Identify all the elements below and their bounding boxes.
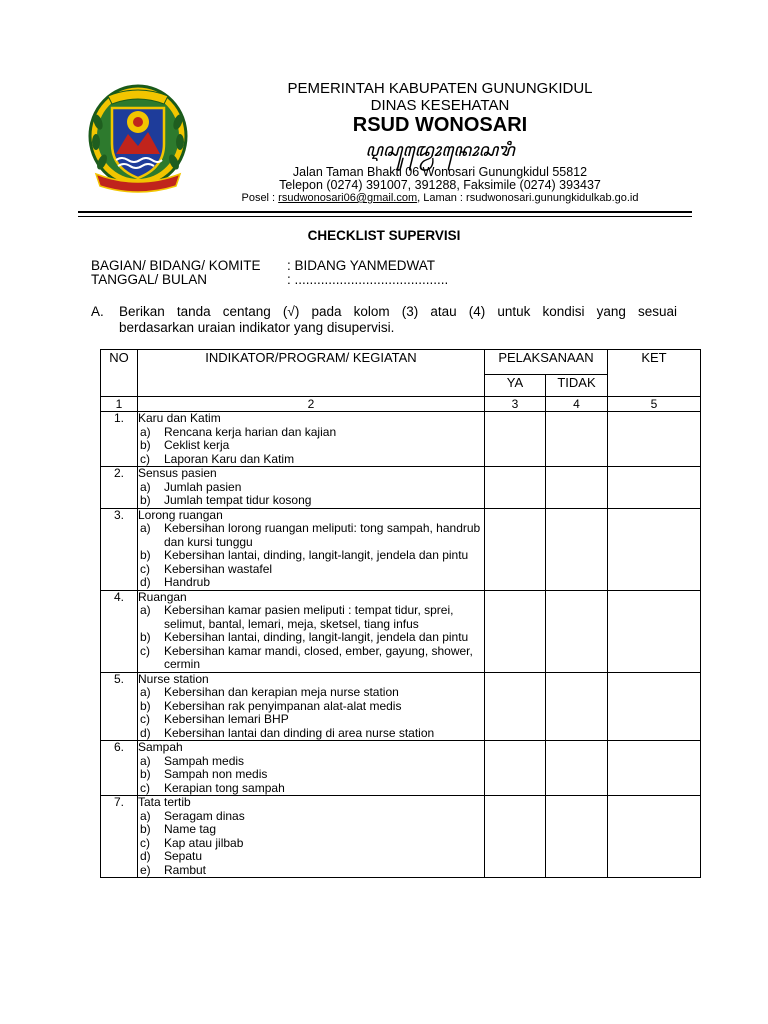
list-item (138, 700, 484, 714)
list-item-text: Kerapian tong sampah (164, 780, 285, 795)
contact-line (200, 192, 680, 204)
letterhead-rule-thick (78, 211, 692, 213)
list-item-marker: c) (140, 451, 150, 466)
javanese-script-name: ꦉꦱꦸꦢ꧀ꦮꦺꦴꦤꦺꦴꦱꦫꦶ (365, 140, 515, 161)
header-ket: KET (608, 350, 701, 397)
list-item-text: Kebersihan kamar mandi, closed, ember, gayung, shower, cermin (164, 643, 473, 671)
indicator-title: Sensus pasien (138, 466, 217, 480)
ket-cell[interactable] (608, 672, 701, 741)
letterhead (0, 0, 768, 220)
list-item-marker: b) (140, 630, 151, 644)
row-number: 1. (101, 412, 138, 467)
list-item-text: Name tag (164, 822, 217, 836)
indicator-sublist (138, 426, 484, 467)
list-item-text: Sampah medis (164, 753, 245, 768)
field-tanggal (91, 272, 448, 287)
list-item (138, 439, 484, 453)
indicator-cell (138, 590, 485, 672)
list-item-marker: c) (140, 780, 150, 795)
list-item (138, 645, 484, 672)
list-item-text: Kebersihan lemari BHP (164, 712, 289, 726)
list-item-text: Kebersihan wastafel (164, 561, 273, 576)
column-number-row (101, 397, 701, 412)
list-item (138, 810, 484, 824)
indicator-sublist (138, 481, 484, 508)
column-number: 3 (485, 397, 546, 412)
list-item (138, 576, 484, 590)
list-item-marker: c) (140, 712, 150, 726)
ya-checkbox-cell[interactable] (485, 672, 546, 741)
email-link[interactable]: rsudwonosari06@gmail.com (278, 192, 418, 204)
list-item-text: Kebersihan lorong ruangan meliputi: tong sampah, handrub dan kursi tunggu (164, 521, 481, 549)
ya-checkbox-cell[interactable] (485, 508, 546, 590)
row-number: 7. (101, 796, 138, 878)
phone-fax: Telepon (0274) 391007, 391288, Faksimile (0274) 393437 (279, 178, 601, 192)
tidak-checkbox-cell[interactable] (546, 796, 608, 878)
indicator-sublist (138, 604, 484, 672)
ket-cell[interactable] (608, 508, 701, 590)
list-item-text: Sepatu (164, 849, 203, 863)
header-no: NO (101, 350, 138, 397)
indicator-title: Sampah (138, 740, 183, 754)
table-row (101, 508, 701, 590)
list-item-text: Rambut (164, 862, 207, 877)
list-item-marker: d) (140, 575, 151, 589)
list-item-text: Kebersihan rak penyimpanan alat-alat medis (164, 698, 402, 713)
list-item (138, 782, 484, 796)
list-item (138, 713, 484, 727)
list-item-marker: b) (140, 493, 151, 507)
list-item-text: Jumlah tempat tidur kosong (164, 493, 312, 507)
list-item (138, 494, 484, 508)
regency-coat-of-arms-icon (86, 82, 190, 194)
list-item (138, 481, 484, 495)
table-row (101, 672, 701, 741)
list-item-text: Ceklist kerja (164, 438, 230, 452)
address: Jalan Taman Bhakti 06 Wonosari Gunungkidul 55812 (292, 165, 588, 179)
instruction-line-1: Berikan tanda centang (√) pada kolom (3) atau (4) untuk kondisi yang sesuai (119, 304, 677, 319)
list-item-marker: a) (140, 753, 151, 768)
list-item (138, 864, 484, 878)
laman-text: , Laman : rsudwonosari.gunungkidulkab.go.id (417, 192, 639, 204)
row-number: 6. (101, 741, 138, 796)
list-item (138, 686, 484, 700)
tidak-checkbox-cell[interactable] (546, 672, 608, 741)
tidak-checkbox-cell[interactable] (546, 508, 608, 590)
field-value: : BIDANG YANMEDWAT (287, 258, 436, 273)
list-item-marker: b) (140, 548, 151, 562)
list-item-text: Sampah non medis (164, 767, 268, 781)
ya-checkbox-cell[interactable] (485, 796, 546, 878)
list-item-marker: b) (140, 767, 151, 781)
ket-cell[interactable] (608, 412, 701, 467)
list-item-marker: b) (140, 822, 151, 836)
field-label: TANGGAL/ BULAN (91, 272, 208, 287)
indicator-cell (138, 467, 485, 509)
list-item-marker: a) (140, 424, 151, 439)
row-number: 3. (101, 508, 138, 590)
list-item-text: Kap atau jilbab (164, 835, 244, 850)
ya-checkbox-cell[interactable] (485, 467, 546, 509)
list-item-marker: c) (140, 835, 150, 850)
checklist-table (100, 349, 701, 878)
list-item-marker: c) (140, 643, 150, 658)
indicator-sublist (138, 810, 484, 878)
list-item (138, 837, 484, 851)
row-number: 4. (101, 590, 138, 672)
field-bagian (91, 258, 435, 273)
list-item (138, 727, 484, 741)
field-value: : ......................................... (287, 272, 449, 287)
hospital-name: RSUD WONOSARI (352, 114, 528, 136)
indicator-cell (138, 508, 485, 590)
tidak-checkbox-cell[interactable] (546, 590, 608, 672)
list-item (138, 604, 484, 631)
indicator-cell (138, 672, 485, 741)
list-item-text: Seragam dinas (164, 808, 245, 823)
ya-checkbox-cell[interactable] (485, 741, 546, 796)
list-item-marker: a) (140, 479, 151, 494)
indicator-cell (138, 796, 485, 878)
list-item (138, 522, 484, 549)
header-ya: YA (485, 375, 546, 397)
indicator-sublist (138, 755, 484, 796)
list-item-marker: b) (140, 698, 151, 713)
table-row (101, 796, 701, 878)
list-item-marker: e) (140, 862, 151, 877)
list-item (138, 850, 484, 864)
field-label: BAGIAN/ BIDANG/ KOMITE (91, 258, 261, 273)
indicator-cell (138, 412, 485, 467)
document-title: CHECKLIST SUPERVISI (307, 228, 461, 243)
ya-checkbox-cell[interactable] (485, 412, 546, 467)
list-item-text: Kebersihan lantai, dinding, langit-langit, jendela dan pintu (164, 548, 469, 562)
list-item-text: Kebersihan lantai, dinding, langit-langit, jendela dan pintu (164, 630, 469, 644)
header-tidak: TIDAK (546, 375, 608, 397)
tidak-checkbox-cell[interactable] (546, 467, 608, 509)
list-item-text: Handrub (164, 575, 211, 589)
ket-cell[interactable] (608, 590, 701, 672)
tidak-checkbox-cell[interactable] (546, 741, 608, 796)
list-item (138, 549, 484, 563)
list-item-marker: b) (140, 438, 151, 452)
list-item-marker: a) (140, 685, 151, 699)
list-item (138, 563, 484, 577)
list-item-marker: a) (140, 603, 151, 617)
list-item (138, 453, 484, 467)
indicator-title: Ruangan (138, 589, 187, 604)
table-row (101, 412, 701, 467)
indicator-title: Lorong ruangan (138, 507, 223, 522)
indicator-sublist (138, 686, 484, 740)
header-indikator: INDIKATOR/PROGRAM/ KEGIATAN (138, 350, 485, 397)
list-item-marker: d) (140, 725, 151, 740)
list-item-marker: a) (140, 808, 151, 823)
column-number: 4 (546, 397, 608, 412)
list-item-marker: d) (140, 849, 151, 863)
list-item-text: Jumlah pasien (164, 479, 242, 494)
indicator-title: Karu dan Katim (138, 411, 221, 425)
letterhead-rule-thin (78, 216, 692, 217)
list-item (138, 426, 484, 440)
column-number: 5 (608, 397, 701, 412)
header-pelaksanaan: PELAKSANAAN (485, 350, 608, 375)
instruction-line-2: berdasarkan uraian indikator yang disupervisi. (119, 320, 395, 335)
table-row (101, 741, 701, 796)
row-number: 5. (101, 672, 138, 741)
table-row (101, 467, 701, 509)
government-name: PEMERINTAH KABUPATEN GUNUNGKIDUL (287, 80, 593, 97)
indicator-title: Nurse station (138, 671, 209, 686)
list-item-text: Kebersihan kamar pasien meliputi : tempat tidur, sprei, selimut, bantal, lemari, meja, sketsel, tiang infus (164, 603, 454, 631)
list-item (138, 755, 484, 769)
list-item (138, 823, 484, 837)
list-item-text: Laporan Karu dan Katim (164, 451, 295, 466)
posel-label: Posel : (241, 192, 279, 204)
ket-cell[interactable] (608, 467, 701, 509)
list-item-text: Kebersihan dan kerapian meja nurse station (164, 685, 399, 699)
column-number: 2 (138, 397, 485, 412)
column-number: 1 (101, 397, 138, 412)
list-item (138, 768, 484, 782)
department-name: DINAS KESEHATAN (370, 97, 510, 114)
row-number: 2. (101, 467, 138, 509)
list-item (138, 631, 484, 645)
ket-cell[interactable] (608, 796, 701, 878)
list-item-text: Kebersihan lantai dan dinding di area nurse station (164, 725, 435, 740)
list-item-text: Rencana kerja harian dan kajian (164, 424, 337, 439)
list-item-marker: c) (140, 561, 150, 576)
tidak-checkbox-cell[interactable] (546, 412, 608, 467)
instruction-letter: A. (91, 304, 104, 319)
table-row (101, 590, 701, 672)
list-item-marker: a) (140, 521, 151, 535)
ket-cell[interactable] (608, 741, 701, 796)
indicator-cell (138, 741, 485, 796)
indicator-sublist (138, 522, 484, 590)
indicator-title: Tata tertib (138, 795, 191, 809)
ya-checkbox-cell[interactable] (485, 590, 546, 672)
